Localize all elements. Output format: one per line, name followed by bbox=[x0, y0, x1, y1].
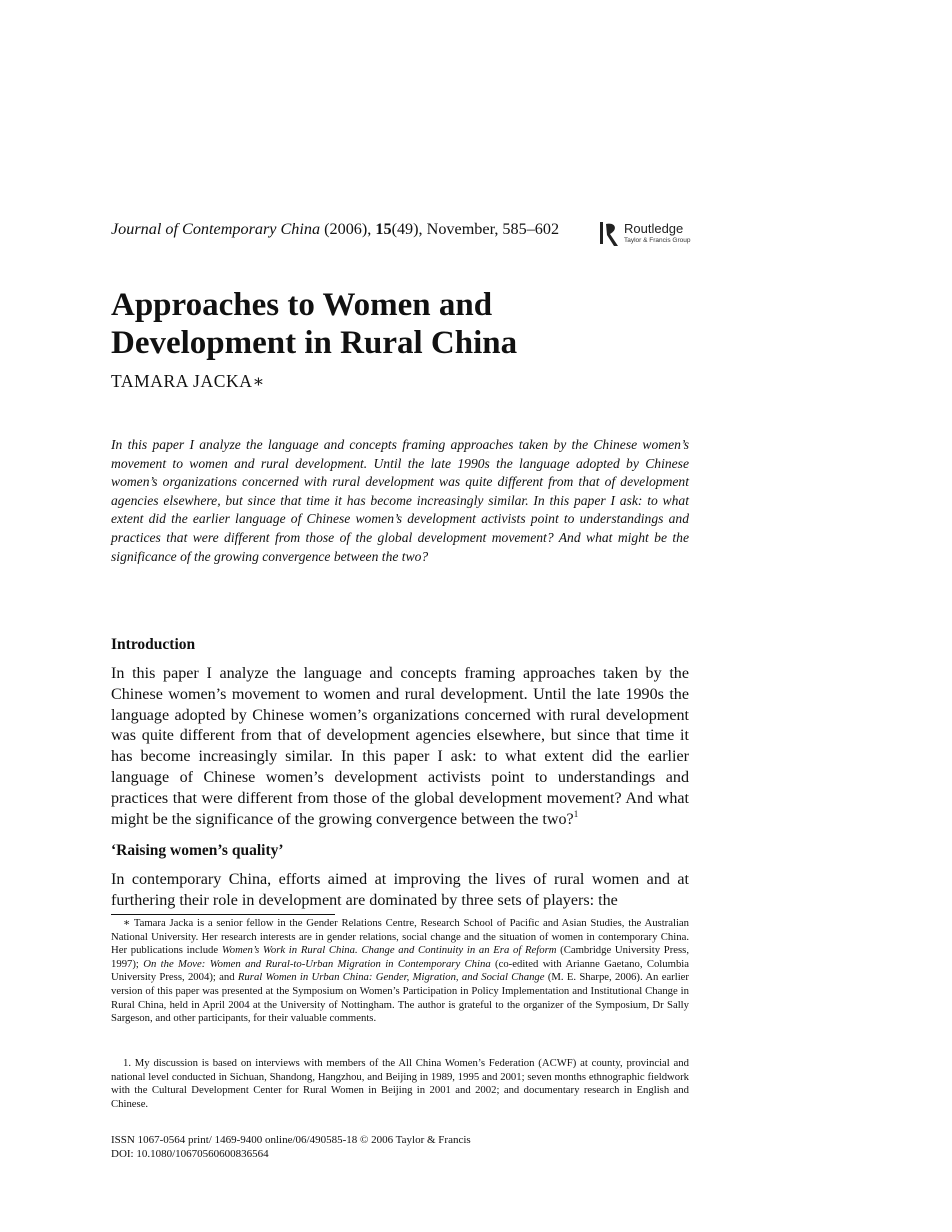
footnote-marker[interactable]: 1 bbox=[573, 808, 579, 819]
section-heading-raising-quality: ‘Raising women’s quality’ bbox=[111, 842, 284, 859]
author-footnote bbox=[111, 917, 689, 1026]
raising-quality-paragraph: In contemporary China, efforts aimed at improving the lives of rural women and at furthering their role in development are dominated by three sets of players: the bbox=[111, 871, 689, 909]
footnote-text: (Cambridge University Press, 1997); bbox=[111, 944, 689, 970]
journal-name: Journal of Contemporary China bbox=[111, 220, 321, 238]
publication-info bbox=[111, 1133, 471, 1161]
footnote-text: (M. E. Sharpe, 2006). An earlier version of this paper was presented at the Symposium on Women’s Participation in Policy Implementation and Institutional Change in Rural China, held in April 2004 at the University of Nottingham. The author is grateful to the organizer of the Symposium, Dr Sally Sargeson, and other participants, for their valuable comments. bbox=[111, 971, 689, 1025]
title-line-1: Approaches to Women and bbox=[111, 287, 493, 323]
abstract: In this paper I analyze the language and concepts framing approaches taken by the Chinese women’s movement to women and rural development. Until the late 1990s the language adopted by Chinese women’s organizations concerned with rural development was quite different from that of development agencies elsewhere, but since that time it has become increasingly similar. In this paper I ask: to what extent did the earlier language of Chinese women’s development activists point to understandings and practices that were different from those of the global development movement? And what might be the significance of the growing convergence between the two? bbox=[111, 437, 689, 564]
article-author: TAMARA JACKA∗ bbox=[111, 371, 265, 391]
publisher-name: Routledge bbox=[624, 221, 684, 236]
journal-pages: November, 585–602 bbox=[426, 220, 560, 238]
footnote-text: (co-edited with Arianne Gaetano, Columbia University Press, 2004); and bbox=[111, 957, 689, 984]
footnote-1: 1. My discussion is based on interviews with members of the All China Women’s Federation (ACWF) at county, provincial and national level conducted in Sichuan, Shandong, Hangzhou, and Beijing in 1989, 1995 and 2001; seven months ethnographic fieldwork with the Cultural Development Center for Rural Women in Beijing in 2001 and 2002; and documentary research in English and Chinese. bbox=[111, 1057, 689, 1110]
issn: ISSN 1067-0564 print/ 1469-9400 online/06/490585-18 © 2006 Taylor & Francis bbox=[111, 1134, 471, 1146]
footnote-divider bbox=[111, 914, 335, 915]
introduction-paragraph bbox=[111, 664, 689, 830]
publisher-logo bbox=[600, 220, 700, 248]
journal-volume: 15 bbox=[375, 220, 392, 238]
publisher-group: Taylor & Francis Group bbox=[624, 237, 691, 244]
routledge-icon bbox=[600, 222, 620, 248]
footnote-text: ∗ Tamara Jacka is a senior fellow in the Gender Relations Centre, Research School of Pacific and Asian Studies, the Australian National University. Her research interests are in gender relations, social change and the situation of women in contemporary China. Her publications include bbox=[111, 917, 689, 957]
introduction-text: In this paper I analyze the language and concepts framing approaches taken by the Chinese women’s movement to women and rural development. Until the late 1990s the language adopted by Chinese women’s organizations concerned with rural development was quite different from that of development agencies elsewhere, but since that time it has become increasingly similar. In this paper I ask: to what extent did the earlier language of Chinese women’s development activists point to understandings and practices that were different from those of the global development movement? And what might be the significance of the growing convergence between the two? bbox=[111, 665, 689, 828]
book-title: Rural Women in Urban China: Gender, Migration, and Social Change bbox=[237, 971, 545, 984]
journal-citation bbox=[111, 220, 559, 239]
book-title: Women’s Work in Rural China. Change and Continuity in an Era of Reform bbox=[221, 944, 557, 957]
section-heading-introduction: Introduction bbox=[111, 636, 196, 653]
title-line-2: Development in Rural China bbox=[111, 325, 518, 361]
book-title: On the Move: Women and Rural-to-Urban Migration in Contemporary China bbox=[143, 957, 491, 970]
doi: DOI: 10.1080/10670560600836564 bbox=[111, 1148, 269, 1160]
article-title bbox=[111, 286, 517, 362]
journal-issue: (49), bbox=[391, 220, 423, 238]
journal-year: (2006), bbox=[324, 220, 372, 238]
